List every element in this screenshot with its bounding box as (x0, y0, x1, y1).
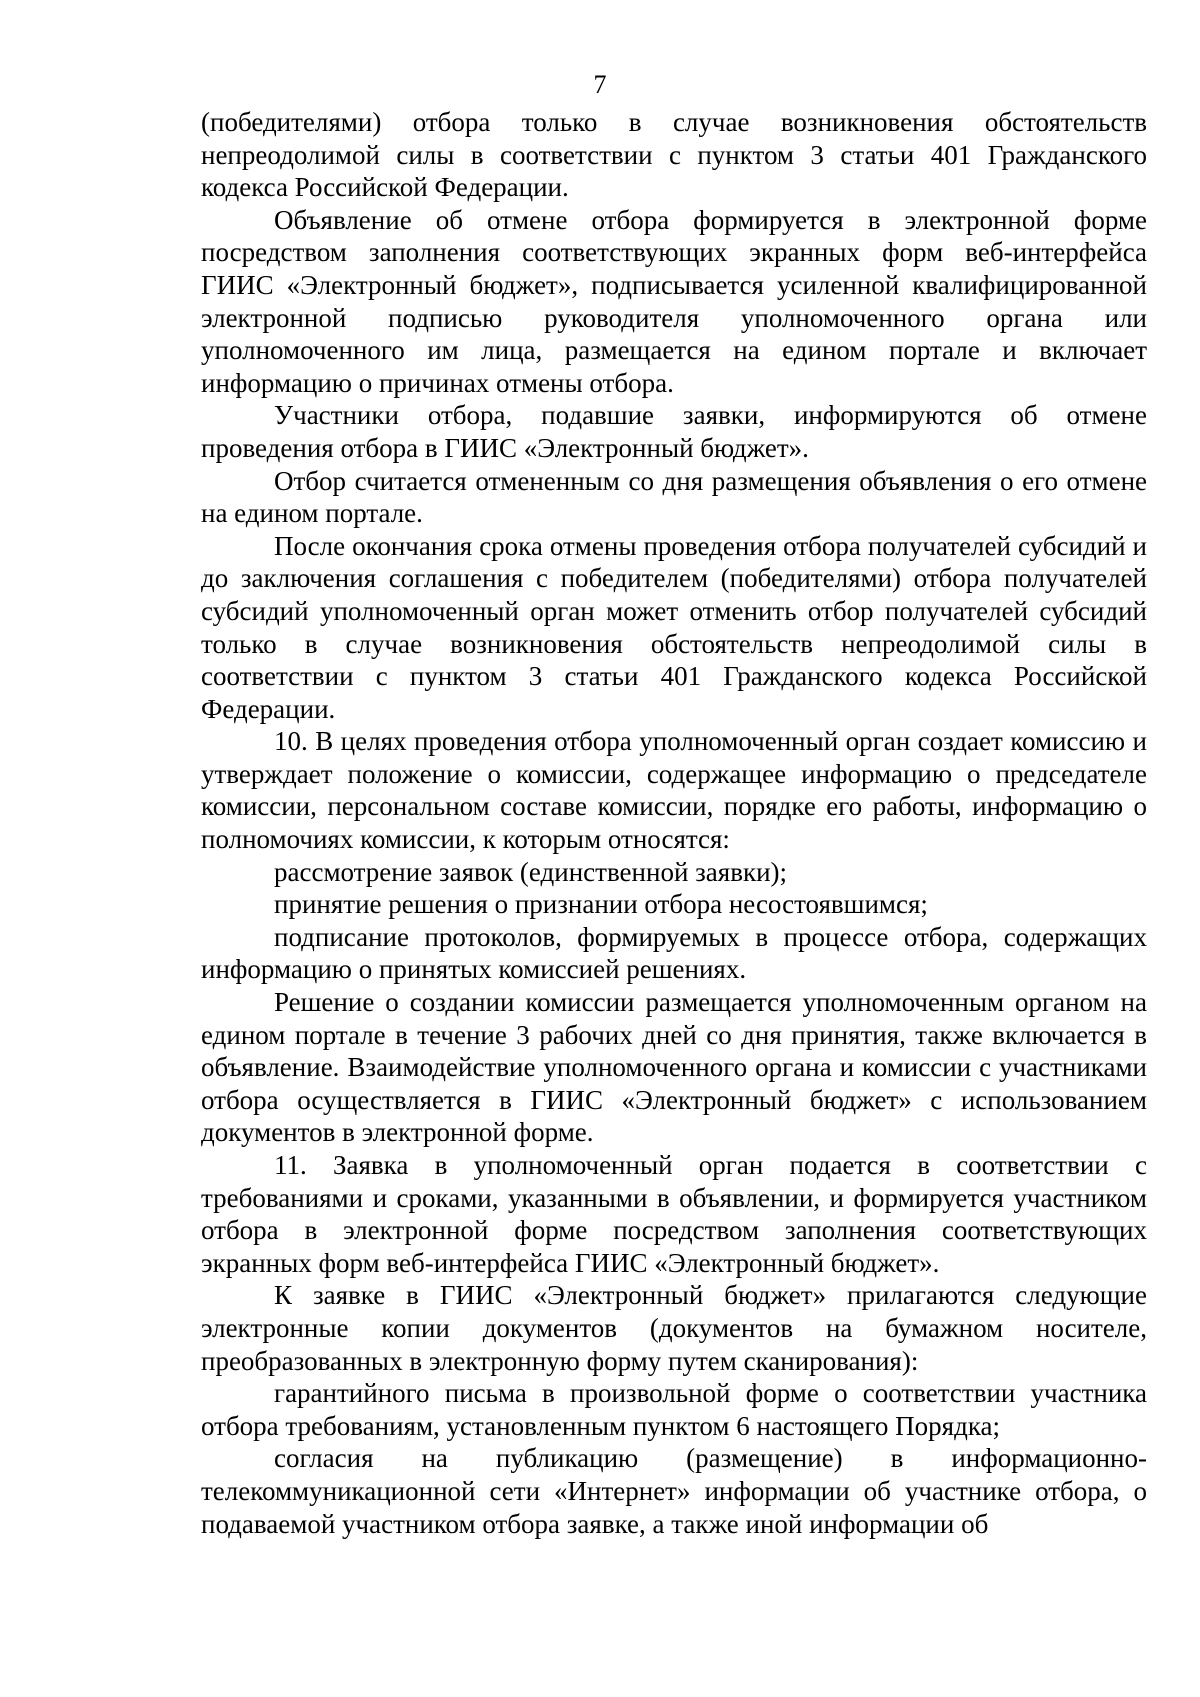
paragraph-commission-decision: Решение о создании комиссии размещается уполномоченным органом на едином портале в течение 3 рабочих дней со дня принятия, также включается в объявление. Взаимодействие уполномоченного органа и комиссии с участниками отбора осуществляется в ГИИС «Электронный бюджет» с использованием документов в электронной форме. (201, 987, 1147, 1148)
paragraph-item-11: 11. Заявка в уполномоченный орган подается в соответствии с требованиями и сроками, указанными в объявлении, и формируется участником отбора в электронной форме посредством заполнения соответствующих экранных форм веб-интерфейса ГИИС «Электронный бюджет». (201, 1150, 1147, 1278)
paragraph-attachments: К заявке в ГИИС «Электронный бюджет» прилагаются следующие электронные копии документов (документов на бумажном носителе, преобразованных в электронную форму путем сканирования): (201, 1280, 1147, 1376)
paragraph-after-cancellation-term: После окончания срока отмены проведения отбора получателей субсидий и до заключения соглашения с победителем (победителями) отбора получателей субсидий уполномоченный орган может отменить отбор получателей субсидий только в случае возникновения обстоятельств непреодолимой силы в соответствии с пунктом 3 статьи 401 Гражданского кодекса Российской Федерации. (201, 530, 1147, 724)
list-item-publication-consent: согласия на публикацию (размещение) в информационно-телекоммуникационной сети «Интернет» информации об участнике отбора, о подаваемой участником отбора заявке, а также иной информации об (201, 1443, 1147, 1539)
paragraph-selection-cancelled: Отбор считается отмененным со дня размещения объявления о его отмене на едином портале. (201, 465, 1147, 529)
paragraph-continuation: (победителями) отбора только в случае возникновения обстоятельств непреодолимой силы в соответствии с пунктом 3 статьи 401 Гражданского кодекса Российской Федерации. (201, 107, 1147, 203)
list-item-decision-failed: принятие решения о признании отбора несостоявшимся; (274, 889, 928, 920)
paragraph-participants-informed: Участники отбора, подавшие заявки, информируются об отмене проведения отбора в ГИИС «Электронный бюджет». (201, 400, 1147, 463)
list-item-signing-protocols: подписание протоколов, формируемых в процессе отбора, содержащих информацию о принятых комиссией решениях. (201, 921, 1147, 985)
document-body (201, 106, 1147, 1540)
paragraph-item-10: 10. В целях проведения отбора уполномоченный орган создает комиссию и утверждает положение о комиссии, содержащее информацию о председателе комиссии, персональном составе комиссии, порядке его работы, информацию о полномочиях комиссии, к которым относятся: (201, 726, 1147, 855)
paragraph-cancellation-announcement: Объявление об отмене отбора формируется в электронной форме посредством заполнения соответствующих экранных форм веб-интерфейса ГИИС «Электронный бюджет», подписывается усиленной квалифицированной электронной подписью руководителя уполномоченного органа или уполномоченного им лица, размещается на едином портале и включает информацию о причинах отмены отбора. (201, 204, 1147, 398)
list-item-review-applications: рассмотрение заявок (единственной заявки); (274, 856, 788, 887)
page-number: 7 (593, 70, 607, 99)
list-item-guarantee-letter: гарантийного письма в произвольной форме о соответствии участника отбора требованиям, установленным пунктом 6 настоящего Порядка; (201, 1378, 1147, 1441)
